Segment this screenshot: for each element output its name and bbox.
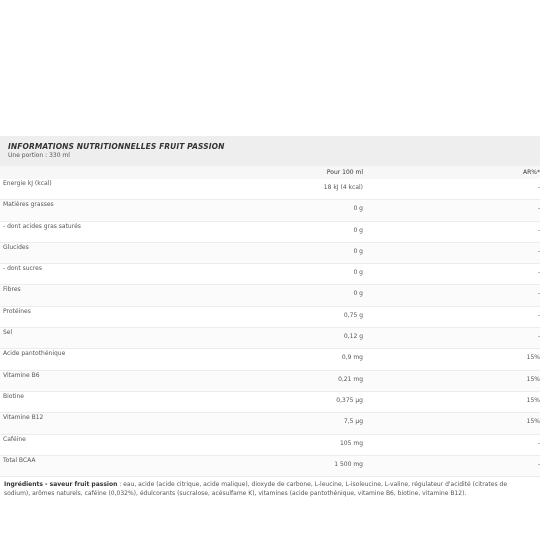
nutrient-value: 105 mg [253,434,363,455]
nutrient-ar: - [493,434,540,455]
nutrient-name: Matières grasses [0,200,253,221]
table-row [0,242,540,263]
ingredients-label: Ingrédients - saveur fruit passion [4,481,118,489]
nutrient-value: 0,9 mg [253,349,363,370]
table-header-row [0,166,540,179]
nutrient-name: - dont acides gras saturés [0,221,253,242]
ingredients-text [0,477,540,498]
table-row [0,306,540,327]
nutrient-name: - dont sucres [0,264,253,285]
nutrient-ar: 15% [493,349,540,370]
nutrient-ar: - [493,328,540,349]
table-row [0,179,540,200]
nutrient-value: 1 500 mg [253,455,363,476]
table-row [0,200,540,221]
nutrient-ar: - [493,179,540,200]
nutrient-ar: - [493,455,540,476]
nutrient-ar: 15% [493,370,540,391]
nutrient-value: 0 g [253,200,363,221]
header-nutrient [0,166,253,179]
nutrient-value: 0,375 µg [253,391,363,412]
nutrient-value: 7,5 µg [253,413,363,434]
nutrition-table [0,166,540,477]
table-row [0,285,540,306]
table-row [0,328,540,349]
table-row [0,264,540,285]
nutrient-ar: - [493,221,540,242]
nutrition-panel [0,136,540,498]
nutrient-value: 18 kJ (4 kcal) [253,179,363,200]
nutrient-name: Caféine [0,434,253,455]
nutrient-ar: - [493,242,540,263]
nutrient-ar: - [493,264,540,285]
table-row [0,391,540,412]
table-row [0,413,540,434]
nutrient-ar: 15% [493,391,540,412]
nutrient-name: Protéines [0,306,253,327]
nutrient-value: 0 g [253,242,363,263]
nutrient-ar: - [493,285,540,306]
nutrient-value: 0,12 g [253,328,363,349]
header-ar: AR%* [493,166,540,179]
nutrient-ar: 15% [493,413,540,434]
nutrient-name: Fibres [0,285,253,306]
nutrient-name: Energie kJ (kcal) [0,179,253,200]
nutrient-value: 0,75 g [253,306,363,327]
nutrient-name: Glucides [0,242,253,263]
nutrient-name: Sel [0,328,253,349]
nutrient-name: Total BCAA [0,455,253,476]
header-per-100ml: Pour 100 ml [253,166,363,179]
table-row [0,434,540,455]
nutrient-name: Acide pantothénique [0,349,253,370]
ingredients-list: : eau, acide (acide citrique, acide malique), dioxyde de carbone, L-leucine, L-isoleucine, L-valine, régulateur d'acidité (citrates de sodium), arômes naturels, caféine (0,032%), édulcorants (sucralose, acésulfame K), vitamines (acide pantothénique, vitamine B6, biotine, vitamine B12). [4,481,508,498]
table-row [0,370,540,391]
nutrient-value: 0 g [253,285,363,306]
serving-size: Une portion : 330 ml [8,152,70,159]
nutrition-title: INFORMATIONS NUTRITIONNELLES FRUIT PASSION [8,142,225,151]
nutrient-name: Vitamine B6 [0,370,253,391]
nutrient-ar: - [493,306,540,327]
table-row [0,221,540,242]
nutrient-name: Biotine [0,391,253,412]
nutrient-value: 0,21 mg [253,370,363,391]
nutrient-name: Vitamine B12 [0,413,253,434]
nutrient-value: 0 g [253,264,363,285]
table-row [0,349,540,370]
table-row [0,455,540,476]
nutrient-value: 0 g [253,221,363,242]
nutrient-ar: - [493,200,540,221]
nutrition-header [0,136,540,166]
